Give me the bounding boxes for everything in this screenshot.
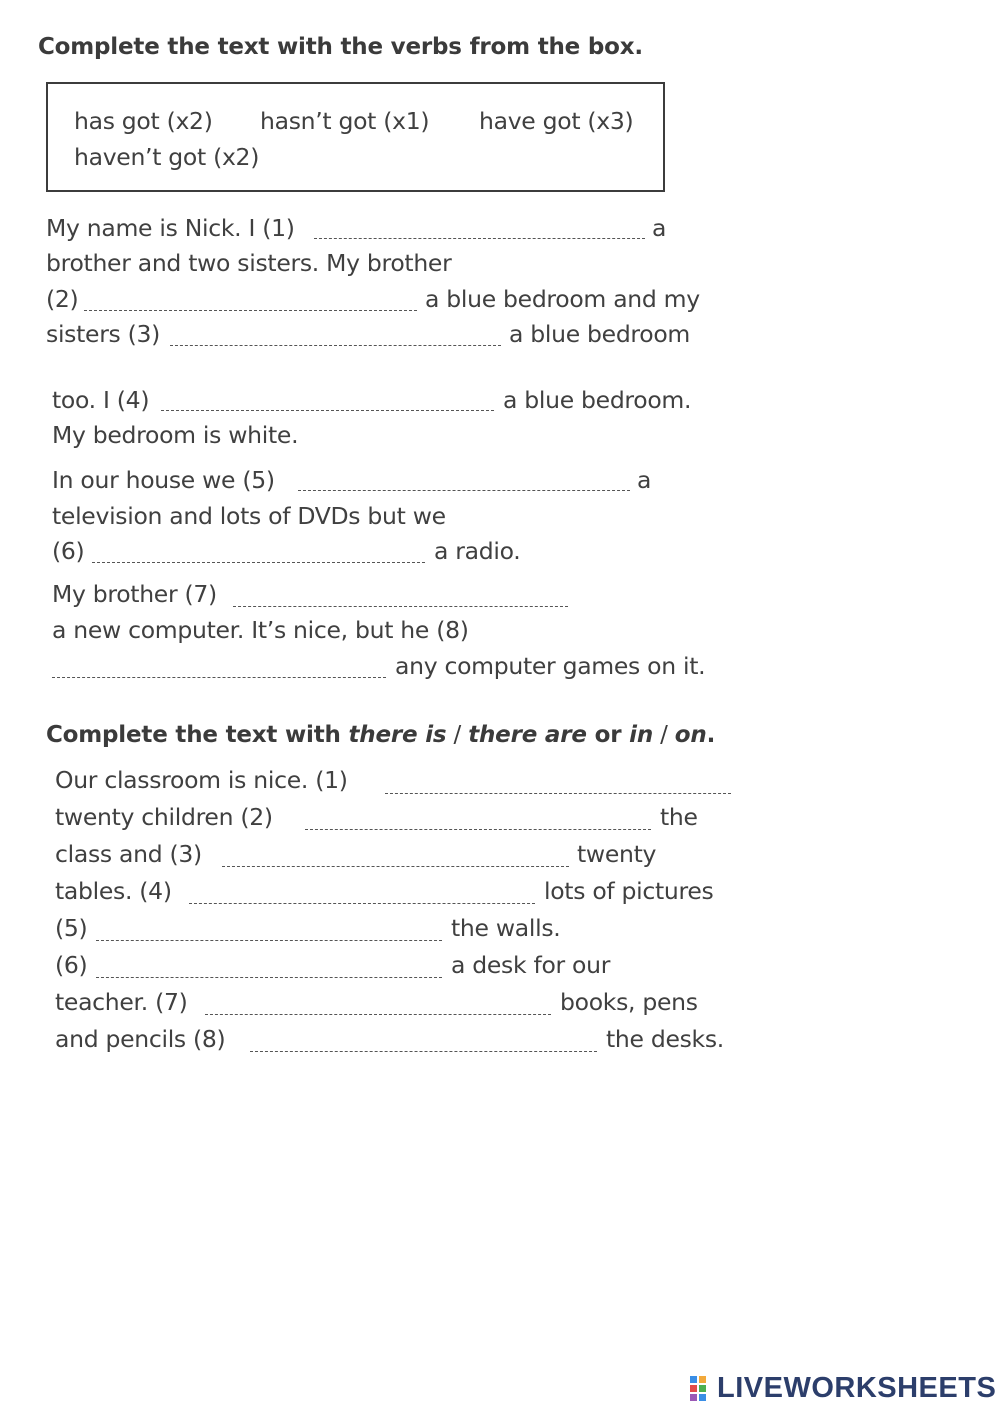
s2-blank-2[interactable]: [305, 829, 651, 830]
s1-line-5-after: a blue bedroom.: [503, 386, 692, 414]
section2-heading: [46, 722, 715, 748]
s1-blank-5[interactable]: [298, 490, 630, 491]
s2-line-2-after: the: [660, 803, 698, 831]
section2-heading-em4: on: [674, 722, 707, 748]
s1-line-5-text: too. I (4): [52, 386, 150, 414]
s2-line-3-after: twenty: [577, 840, 657, 868]
section2-heading-em2: there are: [468, 722, 587, 748]
box-word-has-got: has got (x2): [74, 107, 213, 135]
s1-blank-2[interactable]: [84, 310, 417, 311]
s1-line-7-text: In our house we (5): [52, 466, 275, 494]
s2-line-6-text: (6): [55, 951, 88, 979]
s1-line-9-after: a radio.: [434, 537, 521, 565]
s2-line-4-text: tables. (4): [55, 877, 172, 905]
s2-line-4-after: lots of pictures: [544, 877, 714, 905]
s1-line-12-after: any computer games on it.: [395, 652, 706, 680]
s1-line-10-text: My brother (7): [52, 580, 217, 608]
s2-line-5-text: (5): [55, 914, 88, 942]
s2-line-3-text: class and (3): [55, 840, 202, 868]
footer-brand[interactable]: LIVEWORKSHEETS: [717, 1372, 997, 1404]
section2-heading-end: .: [706, 722, 716, 748]
s1-line-6-text: My bedroom is white.: [52, 421, 299, 449]
s1-blank-7[interactable]: [233, 606, 568, 607]
s1-line-3-text: (2): [46, 285, 79, 313]
section2-heading-em3: in: [629, 722, 654, 748]
section2-heading-start: Complete the text with: [46, 722, 349, 748]
s1-line-4-after: a blue bedroom: [509, 320, 691, 348]
s1-line-7-after: a: [637, 466, 652, 494]
s1-line-1-text: My name is Nick. I (1): [46, 214, 295, 242]
s2-line-7-after: books, pens: [560, 988, 698, 1016]
s2-blank-1[interactable]: [385, 793, 731, 794]
word-box: [46, 82, 665, 192]
section2-heading-or: or: [586, 722, 630, 748]
s1-blank-4[interactable]: [161, 410, 494, 411]
s1-line-4-text: sisters (3): [46, 320, 161, 348]
s1-blank-3[interactable]: [170, 345, 501, 346]
s2-line-8-after: the desks.: [606, 1025, 724, 1053]
box-word-havent-got: haven’t got (x2): [74, 143, 260, 171]
section2-heading-sep2: /: [653, 722, 675, 748]
s2-line-6-after: a desk for our: [451, 951, 611, 979]
s1-line-1-after: a: [652, 214, 667, 242]
s1-blank-1[interactable]: [314, 238, 645, 239]
s2-blank-8[interactable]: [250, 1051, 597, 1052]
s1-line-8-text: television and lots of DVDs but we: [52, 502, 446, 530]
s1-line-2-text: brother and two sisters. My brother: [46, 249, 452, 277]
s1-blank-6[interactable]: [92, 562, 425, 563]
box-word-hasnt-got: hasn’t got (x1): [260, 107, 430, 135]
s2-line-8-text: and pencils (8): [55, 1025, 226, 1053]
section1-heading: Complete the text with the verbs from the box.: [38, 34, 643, 60]
s2-blank-3[interactable]: [222, 866, 569, 867]
s1-blank-8[interactable]: [52, 677, 386, 678]
s2-line-5-after: the walls.: [451, 914, 561, 942]
section2-heading-em1: there is: [348, 722, 447, 748]
s1-line-3-after: a blue bedroom and my: [425, 285, 700, 313]
s1-line-11-text: a new computer. It’s nice, but he (8): [52, 616, 469, 644]
s2-line-2-text: twenty children (2): [55, 803, 273, 831]
section2-heading-sep1: /: [446, 722, 469, 748]
s1-line-9-text: (6): [52, 537, 85, 565]
s2-blank-5[interactable]: [96, 940, 442, 941]
s2-line-7-text: teacher. (7): [55, 988, 188, 1016]
s2-blank-4[interactable]: [189, 903, 535, 904]
box-word-have-got: have got (x3): [479, 107, 634, 135]
liveworksheets-logo-icon: [690, 1374, 714, 1404]
s2-blank-7[interactable]: [205, 1014, 551, 1015]
s2-blank-6[interactable]: [96, 977, 442, 978]
s2-line-1-text: Our classroom is nice. (1): [55, 766, 348, 794]
